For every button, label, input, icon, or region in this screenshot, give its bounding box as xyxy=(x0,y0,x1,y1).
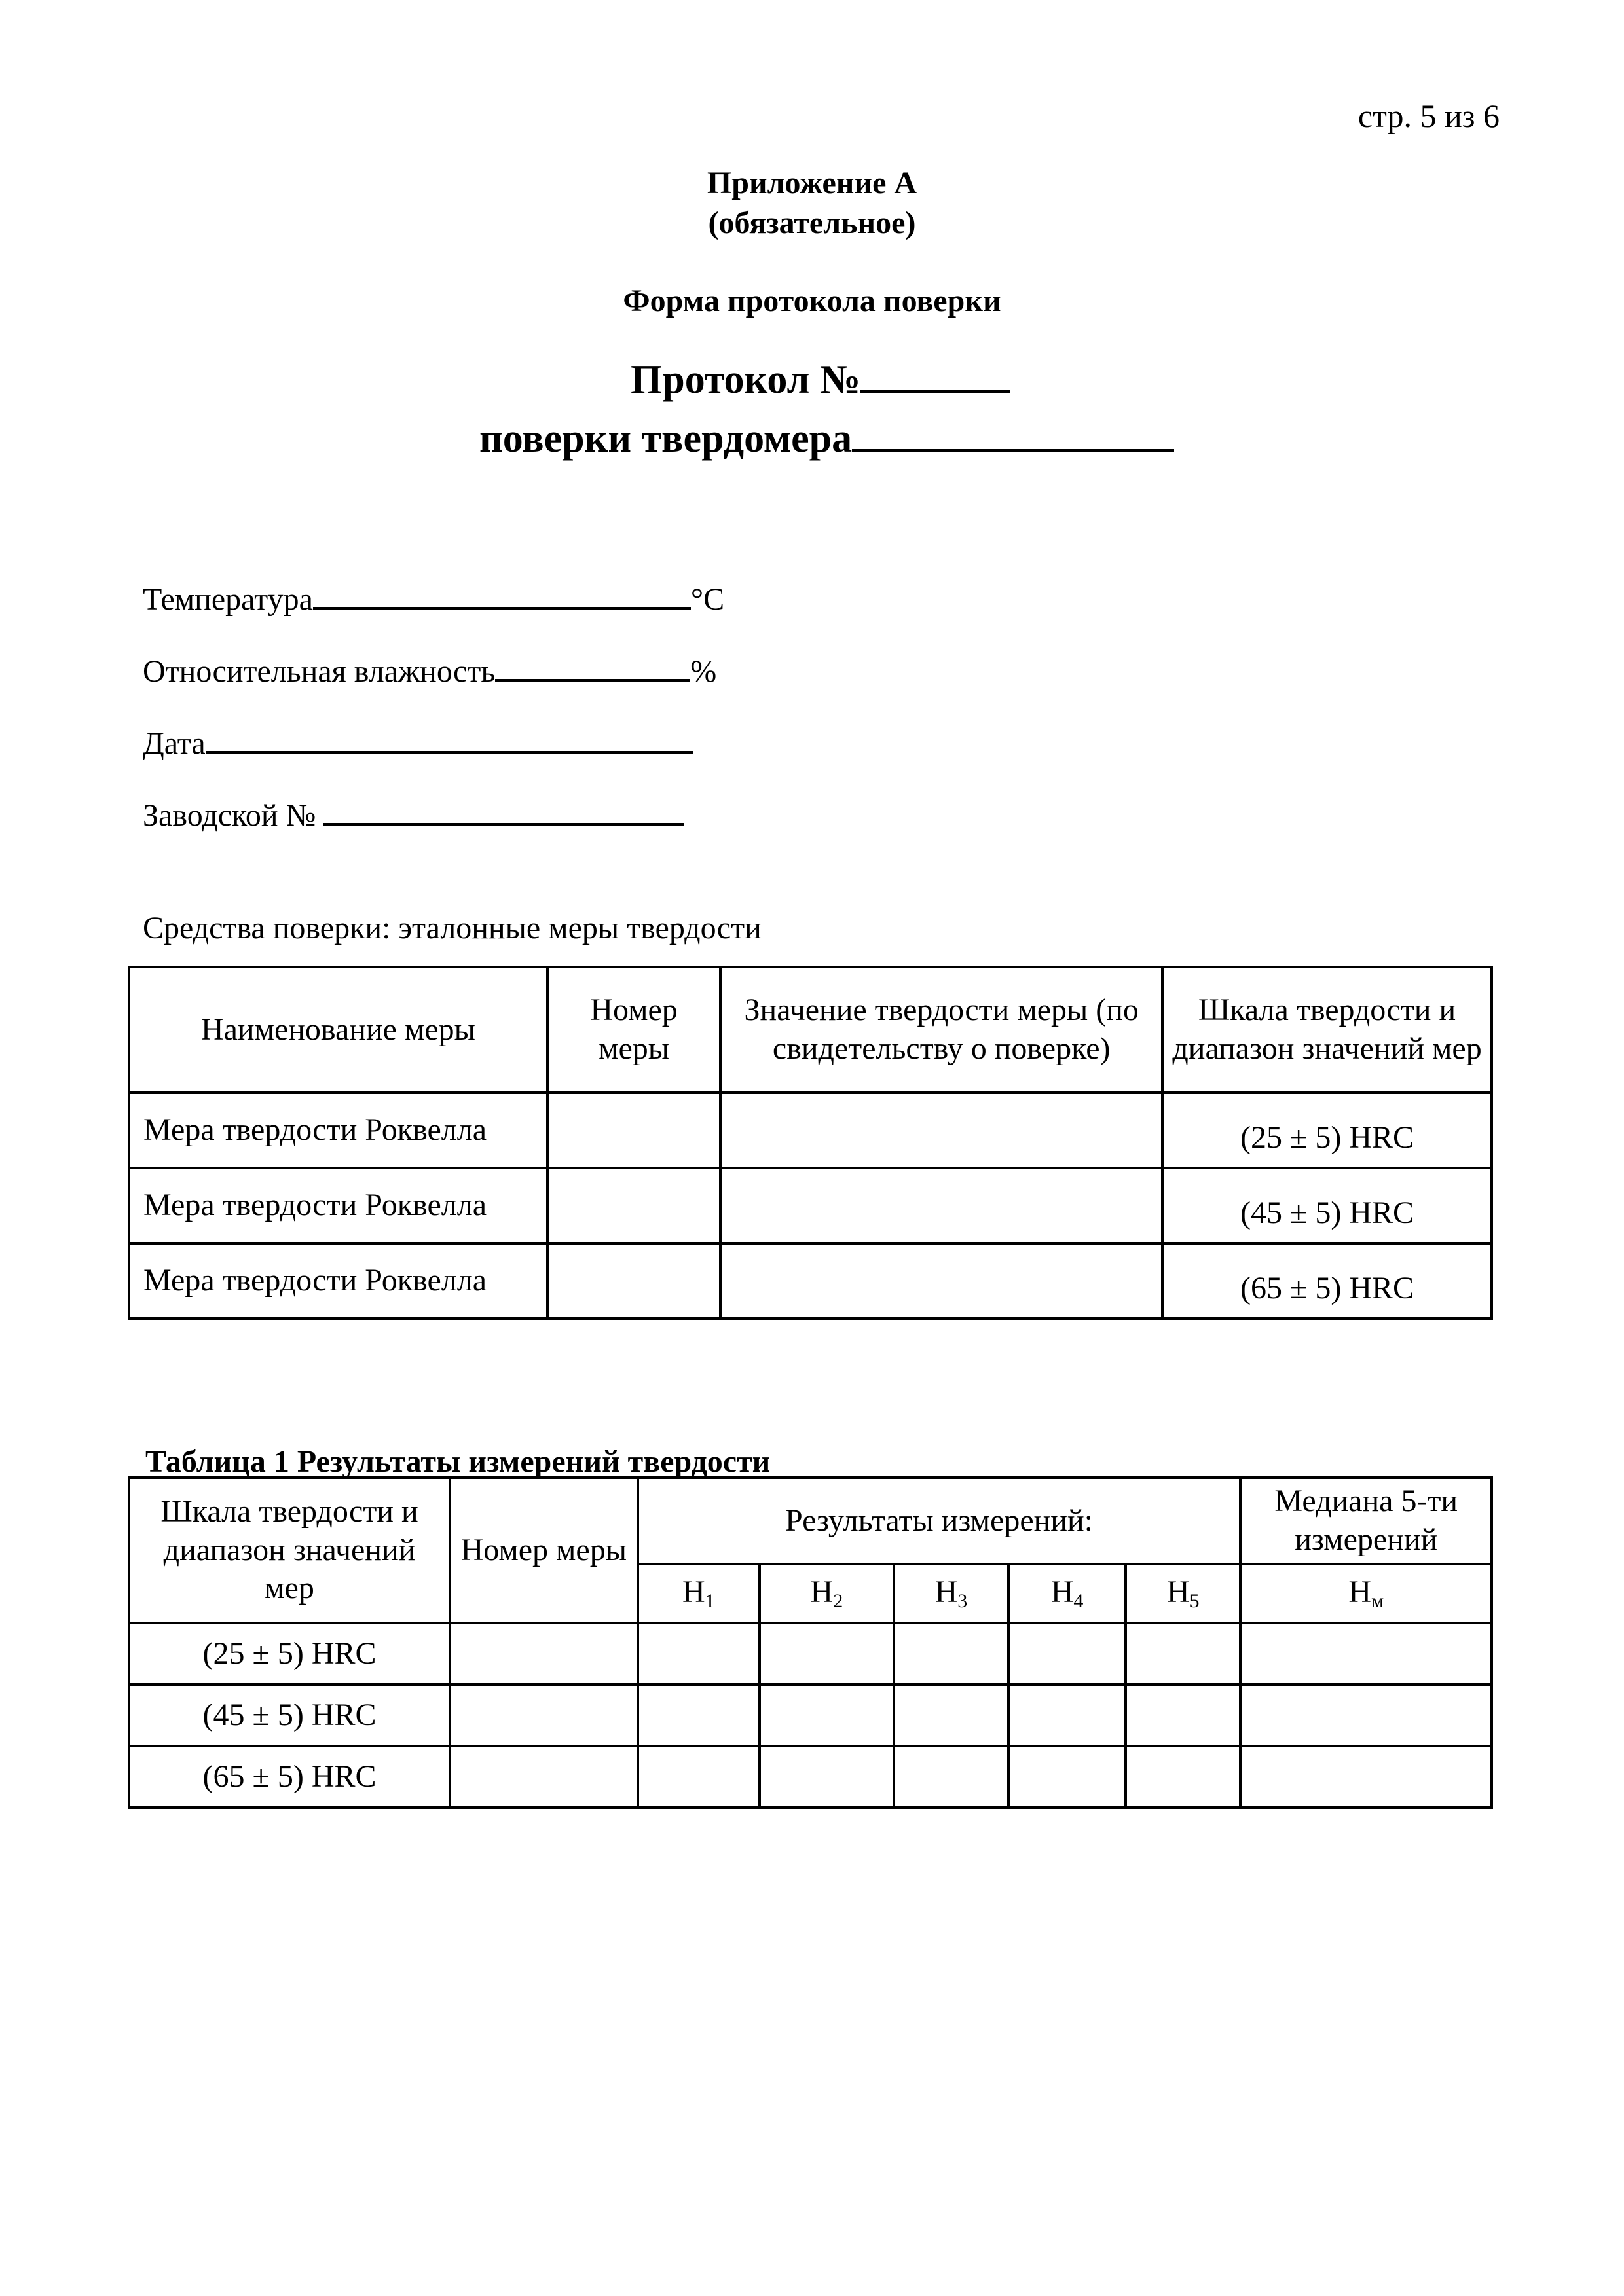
result-h5-cell[interactable] xyxy=(1126,1623,1241,1685)
header-measure-name: Наименование меры xyxy=(129,967,547,1093)
humidity-blank[interactable] xyxy=(495,679,690,682)
result-number-cell[interactable] xyxy=(450,1746,638,1808)
result-h2-cell[interactable] xyxy=(760,1746,894,1808)
result-h2-cell[interactable] xyxy=(760,1685,894,1746)
results-table xyxy=(128,1476,1493,1809)
date-label: Дата xyxy=(143,726,206,761)
header-h5 xyxy=(1126,1564,1241,1623)
h-subscript: 4 xyxy=(1073,1590,1084,1613)
protocol-label: Протокол № xyxy=(631,357,861,402)
h-letter: H xyxy=(1166,1575,1190,1610)
h-letter: H xyxy=(1348,1575,1372,1610)
result-h2-cell[interactable] xyxy=(760,1623,894,1685)
measure-value-cell[interactable] xyxy=(720,1093,1162,1168)
result-h4-cell[interactable] xyxy=(1008,1623,1126,1685)
header-measure-scale: Шкала твердости и диапазон значений мер xyxy=(1162,967,1492,1093)
table-row xyxy=(129,1168,1492,1243)
standards-caption: Средства поверки: эталонные меры твердости xyxy=(143,911,762,945)
humidity-label: Относительная влажность xyxy=(143,654,496,689)
table-row xyxy=(129,1093,1492,1168)
header-h3 xyxy=(894,1564,1009,1623)
h-subscript: м xyxy=(1371,1590,1384,1613)
measure-value-cell[interactable] xyxy=(720,1243,1162,1319)
measure-scale: (65 ± 5) HRC xyxy=(1162,1243,1492,1319)
h-letter: H xyxy=(682,1575,705,1610)
protocol-number-line xyxy=(631,357,1010,403)
date-field xyxy=(143,725,693,761)
result-h4-cell[interactable] xyxy=(1008,1746,1126,1808)
date-blank[interactable] xyxy=(206,751,693,754)
appendix-note: (обязательное) xyxy=(708,206,916,240)
result-h1-cell[interactable] xyxy=(638,1746,760,1808)
measure-scale: (45 ± 5) HRC xyxy=(1162,1168,1492,1243)
serial-field xyxy=(143,797,684,833)
page-number: стр. 5 из 6 xyxy=(1357,98,1500,134)
measure-value-cell[interactable] xyxy=(720,1168,1162,1243)
table-header-row xyxy=(129,967,1492,1093)
table-row xyxy=(129,1243,1492,1319)
header-h1 xyxy=(638,1564,760,1623)
protocol-subject-line xyxy=(479,416,1174,462)
temperature-label: Температура xyxy=(143,582,313,617)
humidity-field xyxy=(143,653,716,689)
header-h4 xyxy=(1008,1564,1126,1623)
header-number: Номер меры xyxy=(450,1478,638,1623)
measure-scale: (25 ± 5) HRC xyxy=(1162,1093,1492,1168)
result-scale: (25 ± 5) HRC xyxy=(129,1623,450,1685)
protocol-subject: поверки твердомера xyxy=(479,416,853,461)
result-scale: (45 ± 5) HRC xyxy=(129,1685,450,1746)
result-h3-cell[interactable] xyxy=(894,1746,1009,1808)
results-caption: Таблица 1 Результаты измерений твердости xyxy=(145,1444,771,1479)
h-letter: H xyxy=(810,1575,834,1610)
result-median-cell[interactable] xyxy=(1240,1685,1492,1746)
result-h3-cell[interactable] xyxy=(894,1685,1009,1746)
temperature-blank[interactable] xyxy=(313,607,691,610)
table-row xyxy=(129,1746,1492,1808)
table-row xyxy=(129,1623,1492,1685)
result-median-cell[interactable] xyxy=(1240,1623,1492,1685)
temperature-unit: °С xyxy=(690,582,725,617)
h-letter: H xyxy=(934,1575,958,1610)
measure-number-cell[interactable] xyxy=(547,1243,721,1319)
header-scale: Шкала твердости и диапазон значений мер xyxy=(129,1478,450,1623)
result-h3-cell[interactable] xyxy=(894,1623,1009,1685)
result-h5-cell[interactable] xyxy=(1126,1685,1241,1746)
header-measure-value: Значение твердости меры (по свидетельству о поверке) xyxy=(720,967,1162,1093)
table-header-row xyxy=(129,1478,1492,1564)
serial-label: Заводской № xyxy=(143,798,316,833)
result-h5-cell[interactable] xyxy=(1126,1746,1241,1808)
standards-table xyxy=(128,966,1493,1320)
h-letter: H xyxy=(1050,1575,1074,1610)
measure-number-cell[interactable] xyxy=(547,1093,721,1168)
header-hm xyxy=(1240,1564,1492,1623)
measure-name: Мера твердости Роквелла xyxy=(129,1168,547,1243)
h-subscript: 2 xyxy=(833,1590,843,1613)
h-subscript: 3 xyxy=(957,1590,968,1613)
measure-name: Мера твердости Роквелла xyxy=(129,1243,547,1319)
result-h1-cell[interactable] xyxy=(638,1685,760,1746)
measure-number-cell[interactable] xyxy=(547,1168,721,1243)
appendix-title: Приложение А xyxy=(707,166,917,200)
measure-name: Мера твердости Роквелла xyxy=(129,1093,547,1168)
h-subscript: 1 xyxy=(705,1590,715,1613)
header-measure-number: Номер меры xyxy=(547,967,721,1093)
humidity-unit: % xyxy=(690,654,717,689)
protocol-number-blank[interactable] xyxy=(860,390,1010,393)
serial-blank[interactable] xyxy=(323,823,684,826)
header-results: Результаты измерений: xyxy=(638,1478,1241,1564)
table-row xyxy=(129,1685,1492,1746)
temperature-field xyxy=(143,581,724,617)
result-h1-cell[interactable] xyxy=(638,1623,760,1685)
result-h4-cell[interactable] xyxy=(1008,1685,1126,1746)
result-median-cell[interactable] xyxy=(1240,1746,1492,1808)
header-median: Медиана 5-ти измерений xyxy=(1240,1478,1492,1564)
header-h2 xyxy=(760,1564,894,1623)
h-subscript: 5 xyxy=(1189,1590,1200,1613)
result-number-cell[interactable] xyxy=(450,1685,638,1746)
result-number-cell[interactable] xyxy=(450,1623,638,1685)
instrument-blank[interactable] xyxy=(852,449,1174,452)
result-scale: (65 ± 5) HRC xyxy=(129,1746,450,1808)
form-title: Форма протокола поверки xyxy=(623,283,1001,318)
